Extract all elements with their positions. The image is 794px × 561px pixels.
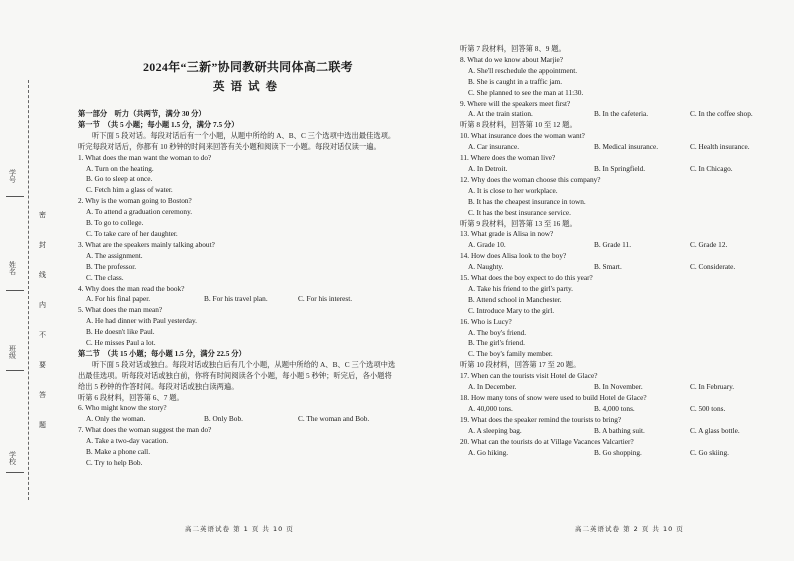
answer-options-row <box>460 164 792 175</box>
answer-option: B. He doesn't like Paul. <box>86 327 155 337</box>
question-text: 17. When can the tourists visit Hotel de Glace? <box>460 371 598 381</box>
seal-char: 不 <box>39 331 46 339</box>
answer-options-row <box>460 262 792 273</box>
answer-option: C. Grade 12. <box>690 240 728 250</box>
left-column <box>78 0 398 469</box>
answer-options-row <box>78 414 398 425</box>
answer-option: A. To attend a graduation ceremony. <box>86 207 193 217</box>
answer-option: A. For his final paper. <box>86 294 151 304</box>
question-text: 19. What does the speaker remind the tourists to bring? <box>460 414 622 424</box>
seal-char: 内 <box>39 301 46 309</box>
answer-options-row <box>460 240 792 251</box>
answer-option: B. In the cafeteria. <box>594 109 649 119</box>
answer-option: C. He misses Paul a lot. <box>86 338 156 348</box>
answer-option: B. For his travel plan. <box>204 294 268 304</box>
answer-options-row <box>460 142 792 153</box>
question-text: 3. What are the speakers mainly talking about? <box>78 239 215 249</box>
exam-title: 2024年“三新”协同教研共同体高二联考 <box>142 60 353 74</box>
school-label: 学校 <box>9 451 16 466</box>
answer-option: A. Take a two-day vacation. <box>86 436 169 446</box>
answer-option: A. The boy's friend. <box>468 327 527 337</box>
answer-option: C. Fetch him a glass of water. <box>86 185 173 195</box>
answer-option: B. The professor. <box>86 261 137 271</box>
answer-option: C. To take care of her daughter. <box>86 228 178 238</box>
material-note: 听第 7 段材料，回答第 8、9 题。 <box>460 44 566 53</box>
seal-char: 密 <box>39 211 46 219</box>
answer-options-row <box>460 404 792 415</box>
answer-options-row <box>460 109 792 120</box>
page-footer-right: 高二英语试卷 第 2 页 共 10 页 <box>575 525 684 533</box>
school-line <box>6 472 24 473</box>
question-text: 15. What does the boy expect to do this year? <box>460 273 593 283</box>
seal-char: 封 <box>39 241 46 249</box>
right-question-list <box>460 44 792 458</box>
answer-option: C. The class. <box>86 272 124 282</box>
answer-option: C. Go skiing. <box>690 447 729 457</box>
answer-option: A. A sleeping bag. <box>468 425 522 435</box>
question-text: 6. Who might know the story? <box>78 403 167 413</box>
answer-option: C. In Chicago. <box>690 163 733 173</box>
binding-dashed-line <box>28 80 29 500</box>
question-text: 16. Who is Lucy? <box>460 316 512 326</box>
answer-option: C. For his interest. <box>298 294 353 304</box>
answer-option: C. Health insurance. <box>690 142 750 152</box>
answer-option: B. Attend school in Manchester. <box>468 294 562 304</box>
question-text: 14. How does Alisa look to the boy? <box>460 251 567 261</box>
answer-option: B. In November. <box>594 382 643 392</box>
answer-options-row <box>460 382 792 393</box>
name-line <box>6 290 24 291</box>
seal-line-notice <box>38 200 47 440</box>
answer-option: A. 40,000 tons. <box>468 403 513 413</box>
question-text: 8. What do we know about Marjie? <box>460 54 564 64</box>
answer-option: B. 4,000 tons. <box>594 403 635 413</box>
right-column <box>460 44 792 458</box>
answer-option: A. Naughty. <box>468 262 504 272</box>
question-text: 12. Why does the woman choose this company? <box>460 174 601 184</box>
answer-option: B. Only Bob. <box>204 414 243 424</box>
class-label: 班级 <box>9 345 16 360</box>
answer-option: B. The girl's friend. <box>468 338 525 348</box>
question-text: 11. Where does the woman live? <box>460 153 556 163</box>
section-heading: 第二节 （共 15 小题；每小题 1.5 分，满分 22.5 分） <box>78 348 246 358</box>
answer-option: B. In Springfield. <box>594 163 646 173</box>
answer-option: B. Smart. <box>594 262 622 272</box>
seal-char: 要 <box>39 361 46 369</box>
left-question-list <box>78 109 398 469</box>
answer-option: A. Grade 10. <box>468 240 506 250</box>
answer-option: C. Try to help Bob. <box>86 458 143 467</box>
binding-margin <box>0 0 58 561</box>
answer-option: C. Introduce Mary to the girl. <box>468 305 555 315</box>
answer-option: B. It has the cheapest insurance in town. <box>468 196 586 206</box>
answer-option: C. In February. <box>690 382 735 392</box>
class-line <box>6 370 24 371</box>
answer-option: C. Considerate. <box>690 262 736 272</box>
question-text: 1. What does the man want the woman to do? <box>78 152 212 162</box>
student-id-label: 学号 <box>9 169 16 184</box>
answer-option: C. 500 tons. <box>690 403 726 413</box>
section-heading: 第一部分 听力（共两节，满分 30 分） <box>78 109 206 118</box>
answer-option: A. Go hiking. <box>468 447 509 457</box>
instruction-paragraph: 听下面 5 段对话或独白。每段对话或独白后有几个小题，从题中所给的 A、B、C 三个选项中选出最佳选项。听每段对话或独白前，你将有时间阅读各个小题，每小题 5 秒钟；听完后，各小题将给出 5 秒钟的作答时间。每段对话或独白读两遍。 <box>78 359 396 391</box>
name-label: 姓名 <box>9 261 16 276</box>
student-id-line <box>6 196 24 197</box>
seal-char: 答 <box>39 391 46 399</box>
seal-char: 线 <box>39 271 46 279</box>
answer-option: A. Car insurance. <box>468 142 520 152</box>
question-text: 13. What grade is Alisa in now? <box>460 229 554 239</box>
answer-option: B. A bathing suit. <box>594 425 645 435</box>
answer-option: B. She is caught in a traffic jam. <box>468 76 563 86</box>
answer-option: C. In the coffee shop. <box>690 109 753 119</box>
material-note: 听第 6 段材料，回答第 6、7 题。 <box>78 392 184 402</box>
question-text: 7. What does the woman suggest the man do? <box>78 425 212 435</box>
question-text: 5. What does the man mean? <box>78 305 163 315</box>
answer-option: A. It is close to her workplace. <box>468 185 558 195</box>
material-note: 听第 9 段材料，回答第 13 至 16 题。 <box>460 218 577 228</box>
question-text: 18. How many tons of snow were used to build Hotel de Glace? <box>460 393 647 402</box>
answer-option: A. In December. <box>468 382 517 392</box>
question-text: 2. Why is the woman going to Boston? <box>78 196 192 206</box>
instruction-paragraph: 听下面 5 段对话。每段对话后有一个小题，从题中所给的 A、B、C 三个选项中选出最佳选项。听完每段对话后，你都有 10 秒钟的时间来回答有关小题和阅读下一小题。每段对话仅读一遍。 <box>78 130 396 151</box>
answer-option: B. Grade 11. <box>594 240 632 250</box>
answer-options-row <box>460 448 792 459</box>
material-note: 听第 10 段材料，回答第 17 至 20 题。 <box>460 360 581 370</box>
answer-option: C. She planned to see the man at 11:30. <box>468 87 584 97</box>
question-text: 10. What insurance does the woman want? <box>460 131 585 141</box>
answer-option: B. Medical insurance. <box>594 142 659 152</box>
answer-option: A. In Detroit. <box>468 163 508 173</box>
answer-option: A. At the train station. <box>468 109 533 119</box>
answer-option: B. To go to college. <box>86 218 144 228</box>
question-text: 4. Why does the man read the book? <box>78 283 185 293</box>
answer-option: A. She'll reschedule the appointment. <box>468 65 578 75</box>
question-text: 20. What can the tourists do at Village Vacances Valcartier? <box>460 436 634 446</box>
section-heading: 第一节 （共 5 小题；每小题 1.5 分，满分 7.5 分） <box>78 119 239 129</box>
answer-option: A. He had dinner with Paul yesterday. <box>86 316 197 326</box>
answer-options-row <box>460 426 792 437</box>
answer-option: C. A glass bottle. <box>690 425 740 435</box>
answer-option: C. It has the best insurance service. <box>468 207 571 217</box>
answer-option: C. The boy's family member. <box>468 349 553 359</box>
answer-option: A. The assignment. <box>86 250 143 260</box>
answer-option: B. Go to sleep at once. <box>86 174 153 184</box>
answer-option: B. Make a phone call. <box>86 447 151 457</box>
answer-option: C. The woman and Bob. <box>298 414 370 424</box>
material-note: 听第 8 段材料，回答第 10 至 12 题。 <box>460 120 577 130</box>
answer-options-row <box>78 294 398 305</box>
page-footer-left: 高二英语试卷 第 1 页 共 10 页 <box>185 525 294 533</box>
answer-option: A. Only the woman. <box>86 414 146 424</box>
answer-option: A. Take his friend to the girl's party. <box>468 283 573 293</box>
answer-option: A. Turn on the heating. <box>86 163 154 173</box>
seal-char: 题 <box>39 421 46 429</box>
answer-option: B. Go shopping. <box>594 447 642 457</box>
exam-subtitle: 英语试卷 <box>213 81 283 93</box>
question-text: 9. Where will the speakers meet first? <box>460 98 571 108</box>
